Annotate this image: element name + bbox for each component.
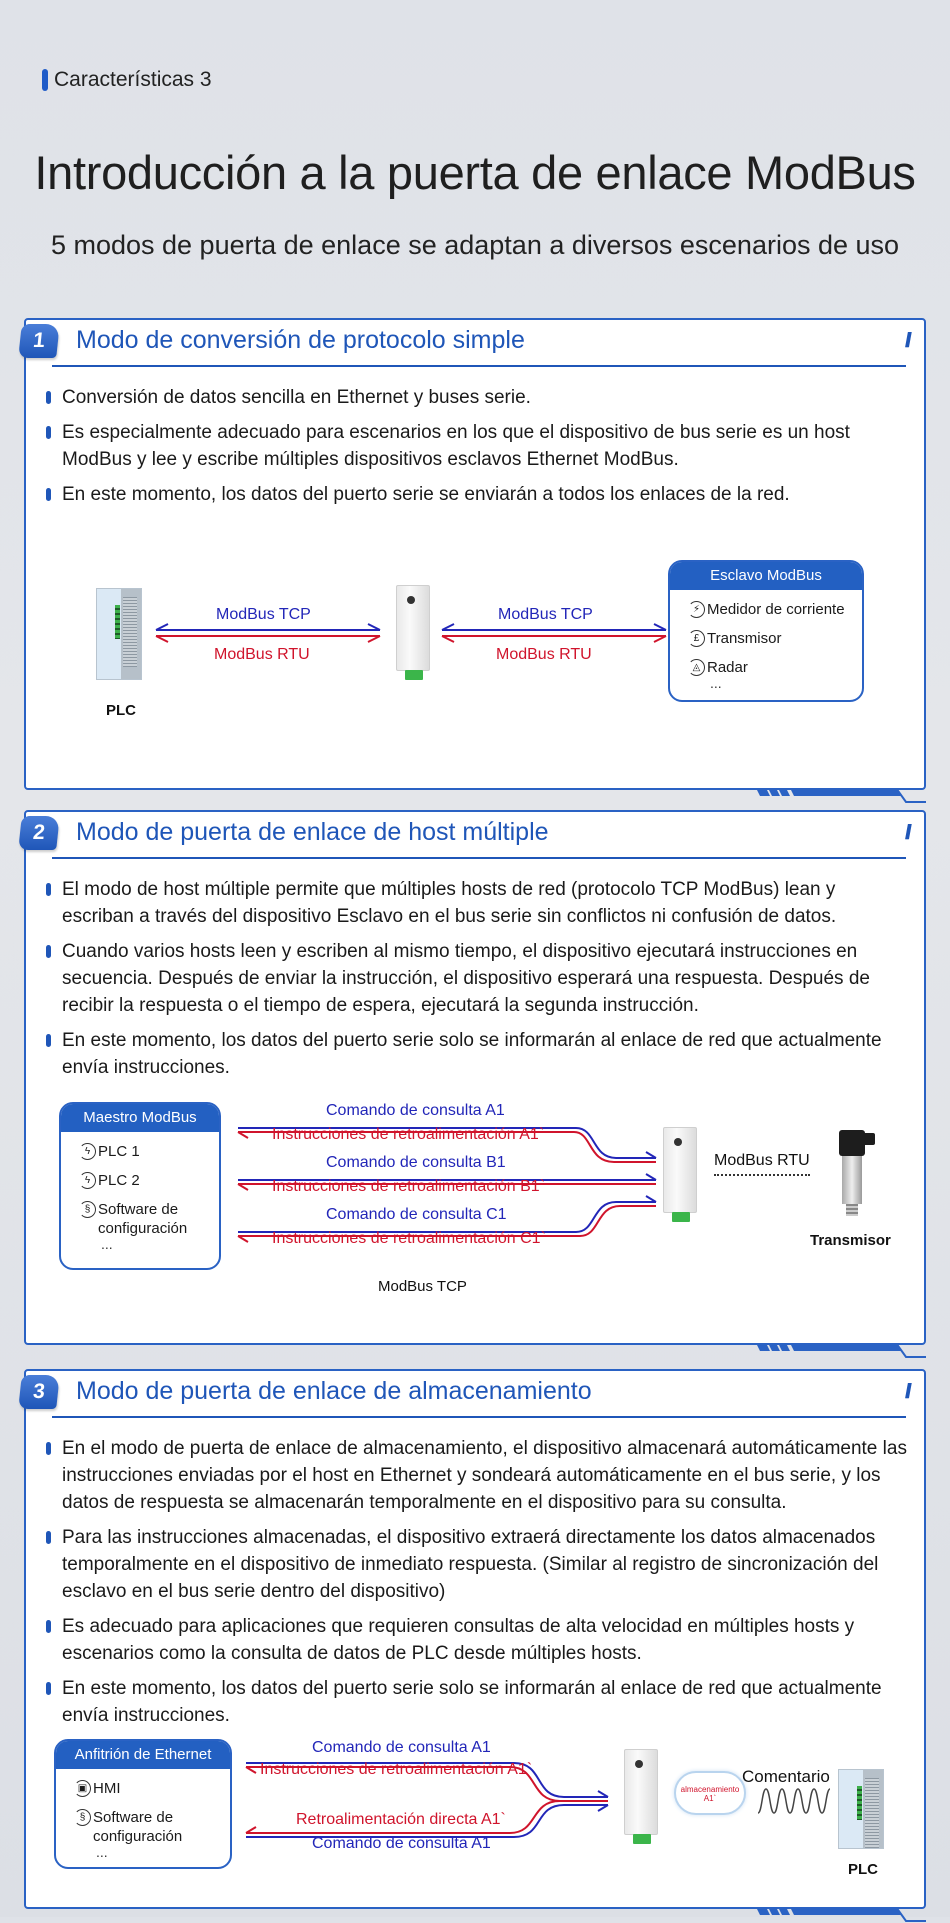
bidirectional-arrow [440,620,670,650]
bullet-item: Es adecuado para aplicaciones que requieren consultas de alta velocidad en múltiples hosts y escenarios como la consulta de datos de PLC desde múltiples hosts. [40,1613,910,1667]
section-title: Modo de puerta de enlace de almacenamiento [76,1377,592,1405]
command-label-b1: Comando de consulta B1 [326,1154,506,1171]
section-title: Modo de conversión de protocolo simple [76,326,525,354]
section-number-badge: 2 [18,816,60,850]
master-item: ϟ PLC 2 [61,1171,219,1190]
command-label-c1: Comando de consulta C1 [326,1206,507,1223]
section-tag [42,68,212,92]
header-divider [52,857,906,859]
more-ellipsis: ... [96,1844,108,1860]
tag-label: Características 3 [54,68,212,91]
bullet-item: Es especialmente adecuado para escenarios en los que el dispositivo de bus serie es un host ModBus y lee y escribe múltiples dispositivos esclavos Ethernet ModBus. [40,419,910,473]
master-item: § Software de configuración [61,1200,201,1238]
more-ellipsis: ... [710,675,722,691]
meter-icon: ⚡ [688,601,705,618]
double-slash-icon: // [904,1381,908,1403]
tcp-label: ModBus TCP [378,1278,467,1295]
bullet-item: Para las instrucciones almacenadas, el dispositivo extraerá directamente los datos almacenados temporalmente en el dispositivo de inmediato respuesta. (Similar al registro de sincronización del esclavo en el bus serie dentro del dispositivo) [40,1524,910,1605]
section-card-3 [24,1369,926,1909]
plc-label: PLC [106,702,136,719]
plc-icon: ϟ [79,1143,96,1160]
more-ellipsis: ... [101,1236,113,1252]
section-card-2 [24,810,926,1345]
slave-item: £ Transmisor [670,629,862,648]
signal-wave-icon [758,1787,830,1815]
bullet-item: En el modo de puerta de enlace de almacenamiento, el dispositivo almacenará automáticamente las instrucciones enviadas por el host en Ethernet y sondeará automáticamente en el bus serie, y los datos de respuesta se almacenarán temporalmente en el dispositivo para su consulta. [40,1435,910,1516]
feedback-label-b1: Instrucciones de retroalimentación B1` [272,1178,546,1195]
bullet-item: Conversión de datos sencilla en Ethernet y buses serie. [40,384,910,411]
section-title: Modo de puerta de enlace de host múltiple [76,818,549,846]
plc-device-image [96,588,142,680]
tag-marker [42,69,48,91]
double-slash-icon: // [904,822,908,844]
storage-cloud: almacenamiento A1` [674,1771,746,1815]
plc-icon: ϟ [79,1172,96,1189]
transmitter-device-image [839,1130,869,1216]
corner-decoration [756,1343,926,1359]
link-label-rtu: ModBus RTU [496,646,592,663]
gateway-device-image [663,1127,697,1213]
command-label-a1: Comando de consulta A1 [326,1102,505,1119]
bullet-item: En este momento, los datos del puerto serie se enviarán a todos los enlaces de la red. [40,481,910,508]
master-box-title: Maestro ModBus [61,1104,219,1132]
software-icon: § [74,1809,91,1826]
link-label-tcp: ModBus TCP [498,606,593,623]
master-box [59,1102,221,1270]
plc-label: PLC [848,1861,878,1878]
plc-device-image [838,1769,884,1849]
page-title: Introducción a la puerta de enlace ModBus [34,146,916,199]
comment-label: Comentario [742,1767,830,1786]
master-item: ϟ PLC 1 [61,1142,219,1161]
slave-box-title: Esclavo ModBus [670,562,862,590]
protocol-conversion-diagram [26,550,924,780]
storage-gateway-diagram [26,1739,924,1909]
card-header [26,812,924,862]
page-subtitle: 5 modos de puerta de enlace se adaptan a diversos escenarios de uso [50,230,900,260]
top-command-label: Comando de consulta A1 [312,1739,491,1756]
top-feedback-label: Instrucciones de retroalimentación A1` [260,1761,533,1778]
corner-decoration [756,1907,926,1923]
ethernet-host-box [54,1739,232,1869]
bullet-list [26,862,924,1081]
link-label-tcp: ModBus TCP [216,606,311,623]
header-divider [52,365,906,367]
bullet-item: En este momento, los datos del puerto serie solo se informarán al enlace de red que actualmente envía instrucciones. [40,1027,910,1081]
software-icon: § [79,1201,96,1218]
bullet-item: El modo de host múltiple permite que múltiples hosts de red (protocolo TCP ModBus) lean y escriban a través del dispositivo Esclavo en el bus serie sin conflictos ni confusión de datos. [40,876,910,930]
gateway-device-image [396,585,430,671]
bullet-item: En este momento, los datos del puerto serie solo se informarán al enlace de red que actualmente envía instrucciones. [40,1675,910,1729]
direct-feedback-label: Retroalimentación directa A1` [296,1811,506,1828]
bullet-item: Cuando varios hosts leen y escriben al mismo tiempo, el dispositivo ejecutará instrucciones en secuencia. Después de enviar la instrucción, el dispositivo esperará una respuesta. Después de recibir la respuesta o el tiempo de espera, ejecutará la segunda instrucción. [40,938,910,1019]
feedback-label-c1: Instrucciones de retroalimentación C1` [272,1230,546,1247]
bullet-list [26,370,924,508]
link-label-rtu: ModBus RTU [214,646,310,663]
bullet-list [26,1421,924,1729]
slave-box [668,560,864,702]
radar-icon: ◬ [688,659,705,676]
bottom-command-label: Comando de consulta A1 [312,1835,491,1852]
section-card-1 [24,318,926,790]
hmi-icon: ▣ [74,1780,91,1797]
bidirectional-arrow [154,620,384,650]
corner-decoration [756,788,926,804]
card-header [26,1371,924,1421]
slave-item: ⚡ Medidor de corriente [670,600,862,619]
feedback-label-a1: Instrucciones de retroalimentación A1` [272,1126,545,1143]
transmitter-label: Transmisor [810,1232,891,1249]
section-number-badge: 1 [18,324,60,358]
section-number-badge: 3 [18,1375,60,1409]
gateway-device-image [624,1749,658,1835]
host-item: ▣ HMI [56,1779,230,1798]
header-divider [52,1416,906,1418]
transmitter-icon: £ [688,630,705,647]
double-slash-icon: // [904,330,908,352]
ethernet-host-box-title: Anfitrión de Ethernet [56,1741,230,1769]
rtu-label: ModBus RTU [714,1152,810,1176]
multi-host-diagram [26,1102,924,1332]
card-header [26,320,924,370]
host-item: § Software de configuración [56,1808,206,1846]
slave-item: ◬ Radar [670,658,862,677]
